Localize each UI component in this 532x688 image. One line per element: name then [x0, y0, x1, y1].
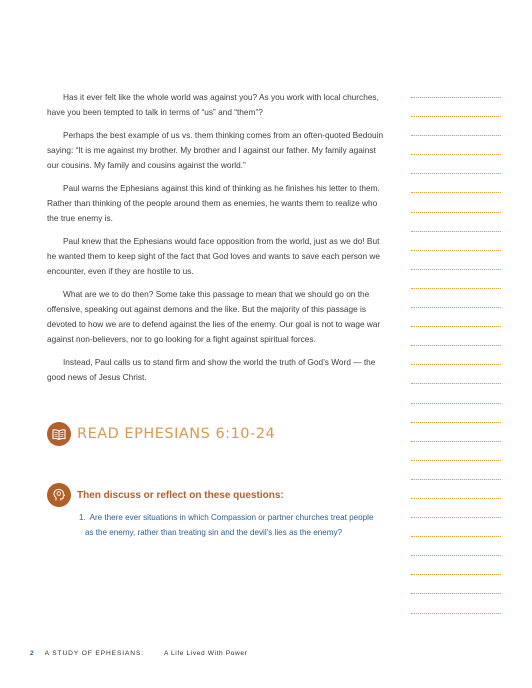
study-subtitle: A Life Lived With Power — [163, 650, 248, 657]
note-line — [411, 269, 501, 270]
note-line — [411, 307, 501, 308]
read-section-title: READ EPHESIANS 6:10-24 — [77, 426, 276, 442]
note-line — [411, 135, 501, 136]
discuss-section-title: Then discuss or reflect on these questions: — [77, 489, 284, 501]
question-text-line-1: Are there ever situations in which Compassion or partner churches treat people — [89, 513, 374, 522]
page-number: 2 — [30, 650, 35, 657]
note-line — [411, 593, 501, 594]
note-line — [411, 383, 501, 384]
note-line — [411, 441, 501, 442]
note-line — [411, 116, 501, 117]
note-line — [411, 613, 501, 614]
note-line — [411, 231, 501, 232]
note-line — [411, 536, 501, 537]
paragraph: Instead, Paul calls us to stand firm and show the world the truth of God’s Word — the good news of Jesus Christ. — [47, 357, 376, 383]
note-line — [411, 517, 501, 518]
study-title: A STUDY OF EPHESIANS: — [44, 650, 144, 657]
note-line — [411, 555, 501, 556]
paragraph: Has it ever felt like the whole world was against you? As you work with local churches, have you been tempted to talk in terms of “us” and “them”? — [47, 92, 379, 118]
note-line — [411, 364, 501, 365]
discuss-section-heading — [47, 483, 284, 507]
question-item — [79, 510, 399, 541]
question-line-1 — [79, 510, 399, 525]
note-line — [411, 345, 501, 346]
notes-dotted-lines — [411, 97, 501, 632]
paragraph: Perhaps the best example of us vs. them thinking comes from an often-quoted Bedouin saying: “It is me against my brother. My brother and I against our father. My family against our cousins. My family and cousins against the world.” — [47, 129, 384, 171]
paragraph: Paul knew that the Ephesians would face opposition from the world, just as we do! But he wanted them to keep sight of the fact that God loves and wants to save each person we encounter, even if they are hostile to us. — [47, 235, 381, 277]
question-text-line-2: as the enemy, rather than treating sin and the devil’s lies as the enemy? — [85, 528, 343, 538]
note-line — [411, 192, 501, 193]
note-line — [411, 498, 501, 499]
paragraph: What are we to do then? Some take this passage to mean that we should go on the offensive, speaking out against demons and the like. But the majority of this passage is devoted to how we are to defend against the lies of the enemy. Our goal is not to wage war against non-believers, nor to go looking for a fight against spiritual forces. — [47, 288, 381, 345]
page-footer — [30, 650, 247, 657]
head-thought-icon — [47, 483, 71, 507]
note-line — [411, 173, 501, 174]
note-line — [411, 574, 501, 575]
note-line — [411, 97, 501, 98]
note-line — [411, 326, 501, 327]
note-line — [411, 154, 501, 155]
read-section-heading — [47, 421, 275, 447]
body-text — [47, 90, 387, 393]
note-line — [411, 212, 501, 213]
paragraph: Paul warns the Ephesians against this kind of thinking as he finishes his letter to them. Rather than thinking of the people around them as enemies, he wants them to realize who the true enemy is. — [47, 182, 380, 224]
question-number: 1. — [79, 513, 86, 522]
open-book-icon — [47, 422, 71, 446]
note-line — [411, 479, 501, 480]
note-line — [411, 250, 501, 251]
note-line — [411, 422, 501, 423]
note-line — [411, 288, 501, 289]
note-line — [411, 460, 501, 461]
note-line — [411, 403, 501, 404]
